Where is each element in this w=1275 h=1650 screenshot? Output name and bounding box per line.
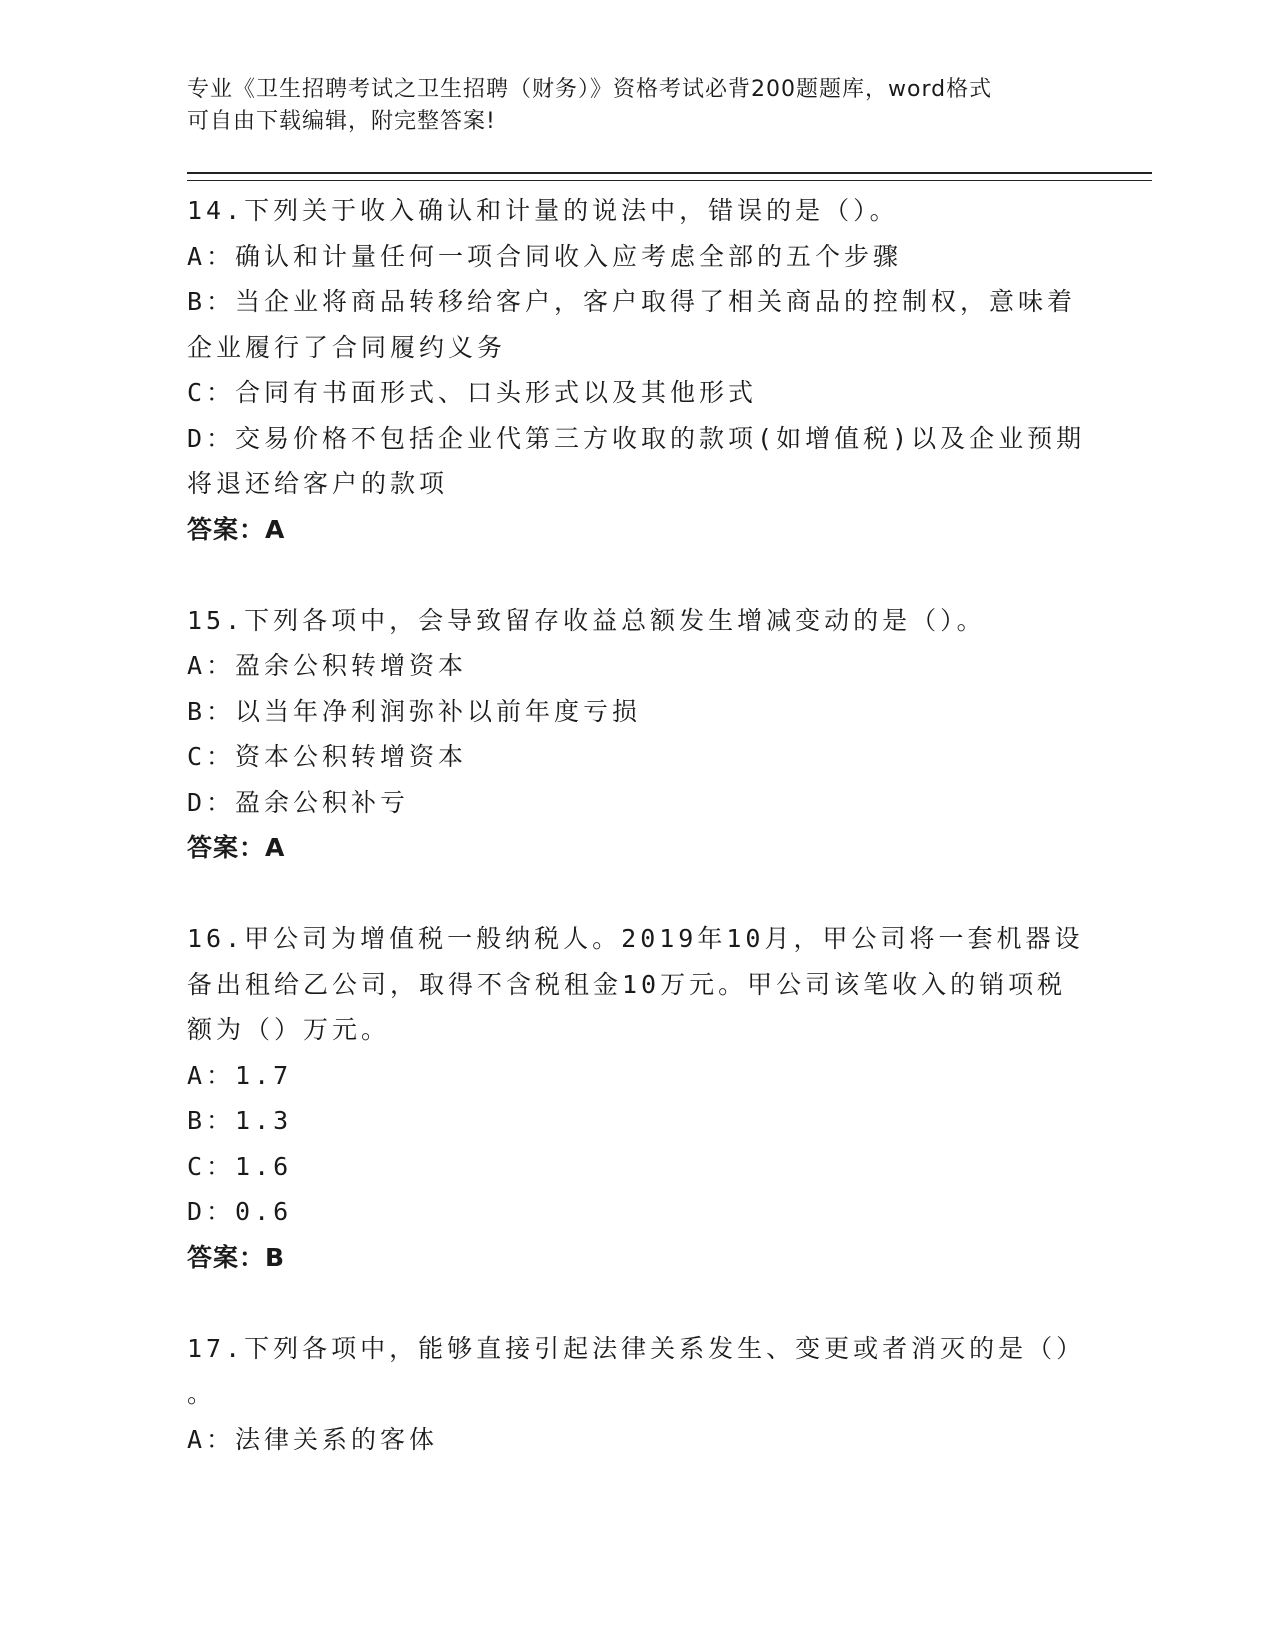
question-stem: 16.甲公司为增值税一般纳税人。2019年10月，甲公司将一套机器设 (187, 924, 1084, 953)
option-b-continued: 企业履行了合同履约义务 (187, 332, 507, 362)
header-line-1: 专业《卫生招聘考试之卫生招聘（财务）》资格考试必背200题题库，word格式 (187, 77, 993, 102)
header-divider-thick (187, 172, 1152, 174)
option-d: D：0.6 (187, 1197, 293, 1226)
option-c: C：资本公积转增资本 (187, 742, 468, 771)
question-stem-continued: 备出租给乙公司，取得不含税租金10万元。甲公司该笔收入的销项税 (187, 969, 1067, 999)
option-a: A：法律关系的客体 (187, 1424, 439, 1454)
header-line-2: 可自由下载编辑，附完整答案! (187, 109, 496, 134)
option-d-continued: 将退还给客户的款项 (187, 469, 449, 498)
question-stem: 14.下列关于收入确认和计量的说法中，错误的是（）。 (187, 196, 899, 225)
option-a: A：确认和计量任何一项合同收入应考虑全部的五个步骤 (187, 241, 903, 271)
option-a: A：盈余公积转增资本 (187, 651, 468, 680)
option-a: A：1.7 (187, 1060, 293, 1090)
question-15 (187, 598, 1087, 871)
answer-label: 答案：B (187, 1242, 286, 1272)
question-17 (187, 1326, 1087, 1463)
answer-label: 答案：A (187, 514, 286, 544)
option-b: B：1.3 (187, 1106, 293, 1135)
question-stem-continued: 额为（）万元。 (187, 1015, 391, 1044)
question-stem-continued: 。 (187, 1379, 217, 1408)
spacer (187, 871, 1087, 917)
document-header (187, 74, 1067, 138)
answer-label: 答案：A (187, 833, 286, 862)
option-d: D：交易价格不包括企业代第三方收取的款项(如增值税)以及企业预期 (187, 423, 1086, 453)
header-divider-thin (187, 180, 1152, 181)
question-stem: 17.下列各项中，能够直接引起法律关系发生、变更或者消灭的是（） (187, 1333, 1086, 1363)
question-14 (187, 188, 1087, 552)
option-c: C：合同有书面形式、口头形式以及其他形式 (187, 378, 758, 407)
spacer (187, 1280, 1087, 1326)
spacer (187, 552, 1087, 598)
option-b: B：以当年净利润弥补以前年度亏损 (187, 696, 642, 726)
option-b: B：当企业将商品转移给客户，客户取得了相关商品的控制权，意味着 (187, 287, 1077, 316)
question-stem: 15.下列各项中，会导致留存收益总额发生增减变动的是（）。 (187, 605, 986, 635)
option-c: C：1.6 (187, 1151, 293, 1181)
question-list (187, 188, 1087, 1462)
option-d: D：盈余公积补亏 (187, 787, 410, 817)
question-16 (187, 916, 1087, 1280)
